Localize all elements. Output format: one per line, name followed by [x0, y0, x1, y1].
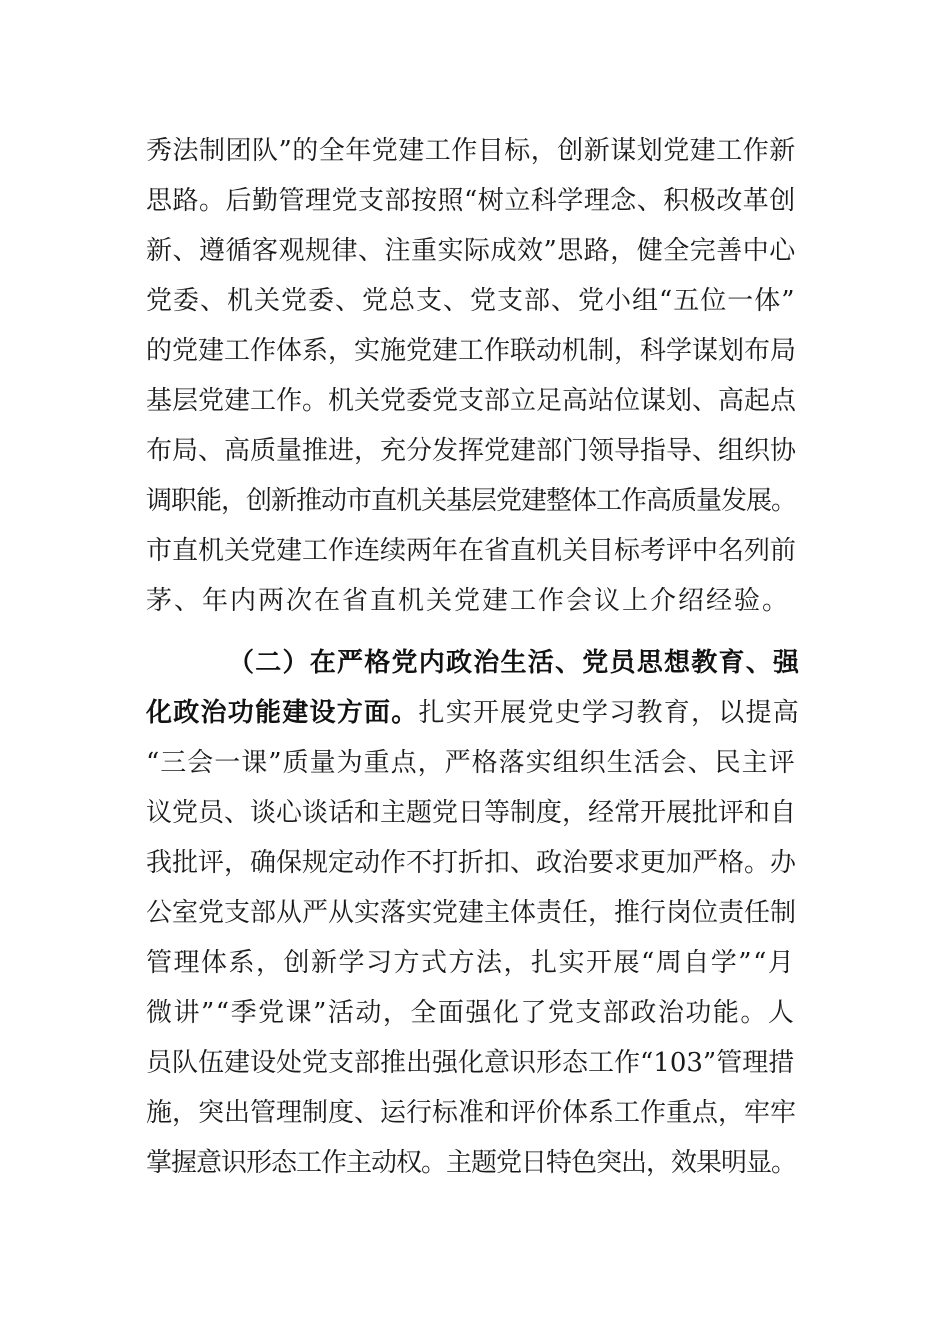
paragraph-line: 基层党建工作。机关党委党支部立足高站位谋划、高起点	[146, 386, 797, 416]
paragraph-line: 施，突出管理制度、运行标准和评价体系工作重点，牢牢	[146, 1098, 797, 1128]
paragraph-line: 党委、机关党委、党总支、党支部、党小组“五位一体”	[146, 286, 796, 316]
paragraph-line: 掌握意识形态工作主动权。主题党日特色突出，效果明显。	[146, 1148, 797, 1178]
paragraph-line: 思路。后勤管理党支部按照“树立科学理念、积极改革创	[146, 186, 796, 216]
paragraph-text: 扎实开展党史学习教育，以提高	[418, 698, 801, 728]
paragraph-line: 调职能，创新推动市直机关基层党建整体工作高质量发展。	[146, 486, 797, 516]
paragraph-line: 茅、年内两次在省直机关党建工作会议上介绍经验。	[146, 586, 791, 616]
section-heading-continuation	[146, 696, 800, 730]
section-heading: （二）在严格党内政治生活、党员思想教育、强	[228, 648, 801, 678]
paragraph-line: 公室党支部从严从实落实党建主体责任，推行岗位责任制	[146, 898, 797, 928]
paragraph-line: 新、遵循客观规律、注重实际成效”思路，健全完善中心	[146, 236, 796, 266]
paragraph-line: 微讲”“季党课”活动，全面强化了党支部政治功能。人	[146, 998, 796, 1028]
paragraph-line: 的党建工作体系，实施党建工作联动机制，科学谋划布局	[146, 336, 797, 366]
paragraph-line: 秀法制团队”的全年党建工作目标，创新谋划党建工作新	[146, 136, 796, 166]
paragraph-line: 布局、高质量推进，充分发挥党建部门领导指导、组织协	[146, 436, 797, 466]
section-heading-tail: 化政治功能建设方面。	[146, 698, 419, 728]
paragraph-line: “三会一课”质量为重点，严格落实组织生活会、民主评	[146, 748, 796, 778]
paragraph-line: 员队伍建设处党支部推出强化意识形态工作“103”管理措	[146, 1048, 795, 1078]
paragraph-line: 我批评，确保规定动作不打折扣、政治要求更加严格。办	[146, 848, 797, 878]
paragraph-line: 管理体系，创新学习方式方法，扎实开展“周自学”“月	[146, 948, 796, 978]
paragraph-line: 议党员、谈心谈话和主题党日等制度，经常开展批评和自	[146, 798, 797, 828]
paragraph-line: 市直机关党建工作连续两年在省直机关目标考评中名列前	[146, 536, 797, 566]
